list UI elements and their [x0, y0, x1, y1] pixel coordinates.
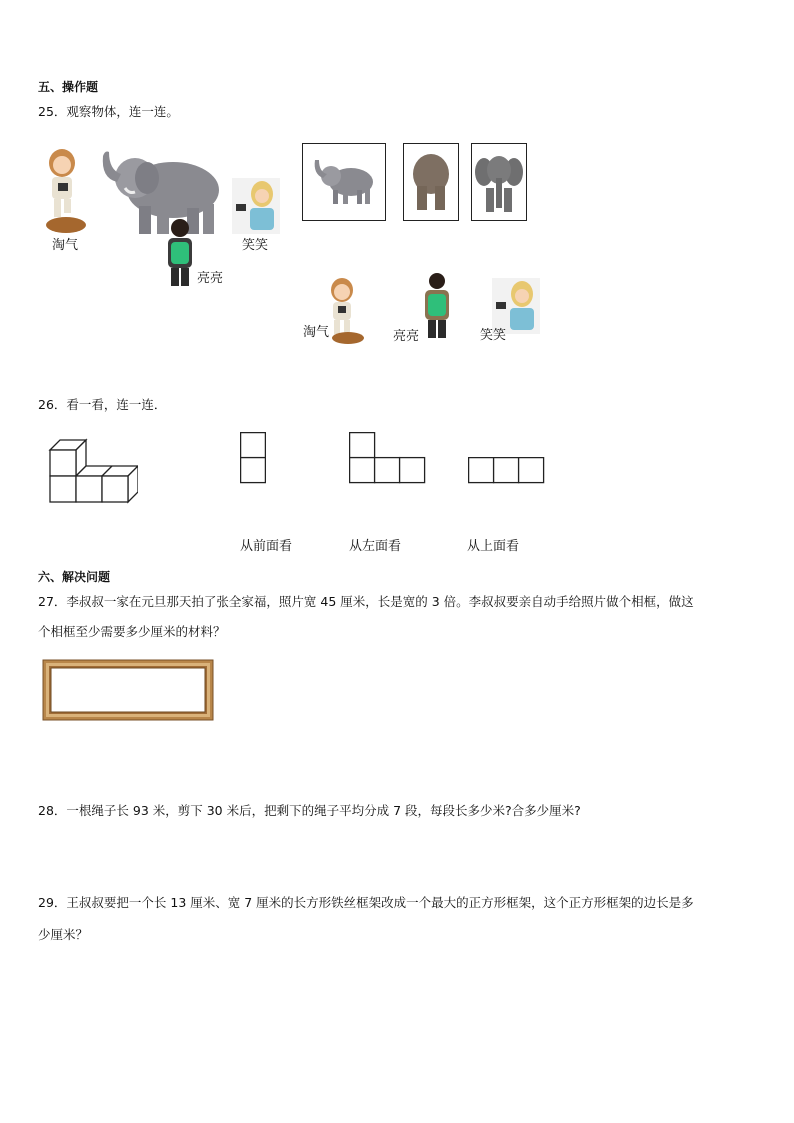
- cube-stack-figure: [48, 438, 138, 504]
- girl-xiaoxiao-figure: [232, 178, 280, 234]
- name-label-liangliang-2: 亮亮: [393, 329, 420, 344]
- photo-frame-image: [42, 659, 214, 721]
- view-shape-row-three[interactable]: [468, 457, 546, 484]
- question-27-line-1: 27．李叔叔一家在元旦那天拍了张全家福，照片宽 45 厘米，长是宽的 3 倍。李叔叔要亲自动手给照片做个相框，做这: [38, 594, 694, 609]
- name-label-taoqi: 淘气: [52, 238, 79, 253]
- section-heading-6: 六、解决问题: [38, 570, 111, 584]
- boy-liangliang-figure: [164, 218, 196, 288]
- name-label-xiaoxiao: 笑笑: [242, 238, 269, 253]
- girl-taoqi-figure: [40, 145, 90, 235]
- question-25: 25．观察物体，连一连。: [38, 104, 179, 119]
- name-label-xiaoxiao-2: 笑笑: [480, 328, 507, 343]
- photo-side-view[interactable]: [302, 143, 386, 221]
- boy-liangliang-figure-2: [422, 272, 452, 340]
- question-29-line-2: 少厘米？: [38, 927, 89, 942]
- name-label-taoqi-2: 淘气: [303, 325, 330, 340]
- view-label-top[interactable]: 从上面看: [467, 539, 520, 554]
- question-28: 28．一根绳子长 93 米，剪下 30 米后，把剩下的绳子平均分成 7 段，每段长多少米?合多少厘米?: [38, 803, 581, 818]
- question-29-line-1: 29．王叔叔要把一个长 13 厘米、宽 7 厘米的长方形铁丝框架改成一个最大的正方形框架，这个正方形框架的边长是多: [38, 895, 694, 910]
- name-label-liangliang: 亮亮: [197, 271, 224, 286]
- photo-front-view[interactable]: [471, 143, 527, 221]
- question-26: 26．看一看，连一连．: [38, 397, 167, 412]
- view-label-front[interactable]: 从前面看: [240, 539, 293, 554]
- elephant-icon: [95, 148, 225, 238]
- question-27-line-2: 个相框至少需要多少厘米的材料？: [38, 624, 226, 639]
- photo-back-view[interactable]: [403, 143, 459, 221]
- view-shape-l-four[interactable]: [349, 432, 427, 484]
- view-label-left[interactable]: 从左面看: [349, 539, 402, 554]
- view-shape-vertical-two[interactable]: [240, 432, 266, 484]
- section-heading-5: 五、操作题: [38, 80, 99, 94]
